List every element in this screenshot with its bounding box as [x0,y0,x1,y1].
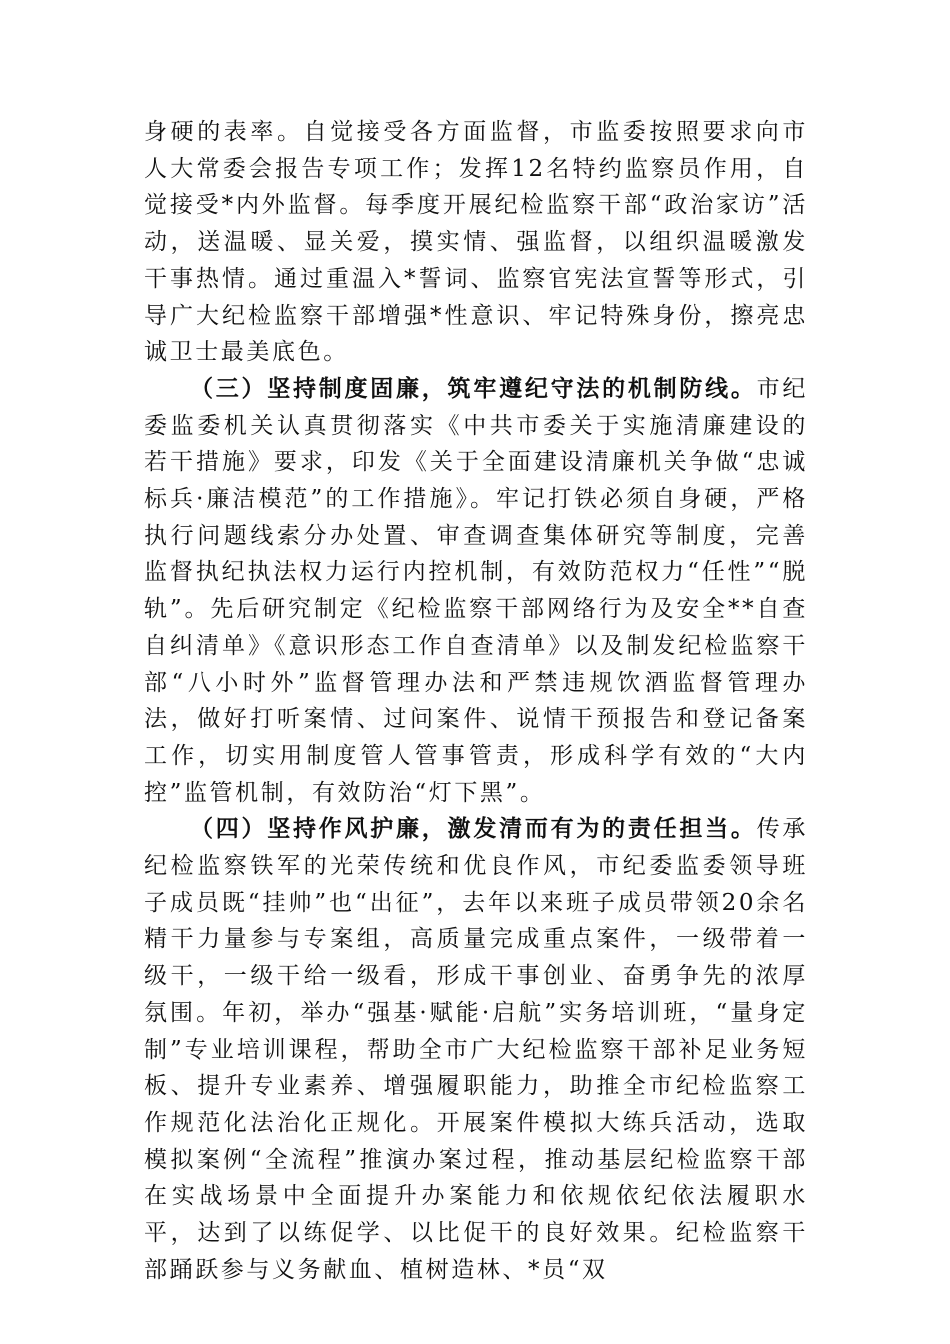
paragraph-3 [144,811,808,1288]
paragraph-2-text: 市纪委监委机关认真贯彻落实《中共市委关于实施清廉建设的若干措施》要求，印发《关于全面建设清廉机关争做“忠诚标兵·廉洁模范”的工作措施》。牢记打铁必须自身硬，严格执行问题线索分办处置、审查调查集体研究等制度，完善监督执纪执法权力运行内控机制，有效防范权力“任性”“脱轨”。先后研究制定《纪检监察干部网络行为及安全**自查自纠清单》《意识形态工作自查清单》以及制发纪检监察干部“八小时外”监督管理办法和严禁违规饮酒监督管理办法，做好打听案情、过问案件、说情干预报告和登记备案工作，切实用制度管人管事管责，形成科学有效的“大内控”监管机制，有效防治“灯下黑”。 [144,375,808,806]
paragraph-1-text: 身硬的表率。自觉接受各方面监督，市监委按照要求向市人大常委会报告专项工作；发挥12名特约监察员作用，自觉接受*内外监督。每季度开展纪检监察干部“政治家访”活动，送温暖、显关爱，摸实情、强监督，以组织温暖激发干事热情。通过重温入*誓词、监察官宪法宣誓等形式，引导广大纪检监察干部增强*性意识、牢记特殊身份，擦亮忠诚卫士最美底色。 [144,119,808,366]
paragraph-3-heading: （四）坚持作风护廉，激发清而有为的责任担当。 [190,815,757,843]
paragraph-2 [144,371,808,811]
paragraph-1 [144,114,808,371]
document-page [144,114,808,1289]
paragraph-3-text: 传承纪检监察铁军的光荣传统和优良作风，市纪委监委领导班子成员既“挂帅”也“出征”，去年以来班子成员带领20余名精干力量参与专案组，高质量完成重点案件，一级带着一级干，一级干给一级看，形成干事创业、奋勇争先的浓厚氛围。年初，举办“强基·赋能·启航”实务培训班，“量身定制”专业培训课程，帮助全市广大纪检监察干部补足业务短板、提升专业素养、增强履职能力，助推全市纪检监察工作规范化法治化正规化。开展案件模拟大练兵活动，选取模拟案例“全流程”推演办案过程，推动基层纪检监察干部在实战场景中全面提升办案能力和依规依纪依法履职水平，达到了以练促学、以比促干的良好效果。纪检监察干部踊跃参与义务献血、植树造林、*员“双 [144,816,808,1283]
paragraph-2-heading: （三）坚持制度固廉，筑牢遵纪守法的机制防线。 [190,374,757,402]
